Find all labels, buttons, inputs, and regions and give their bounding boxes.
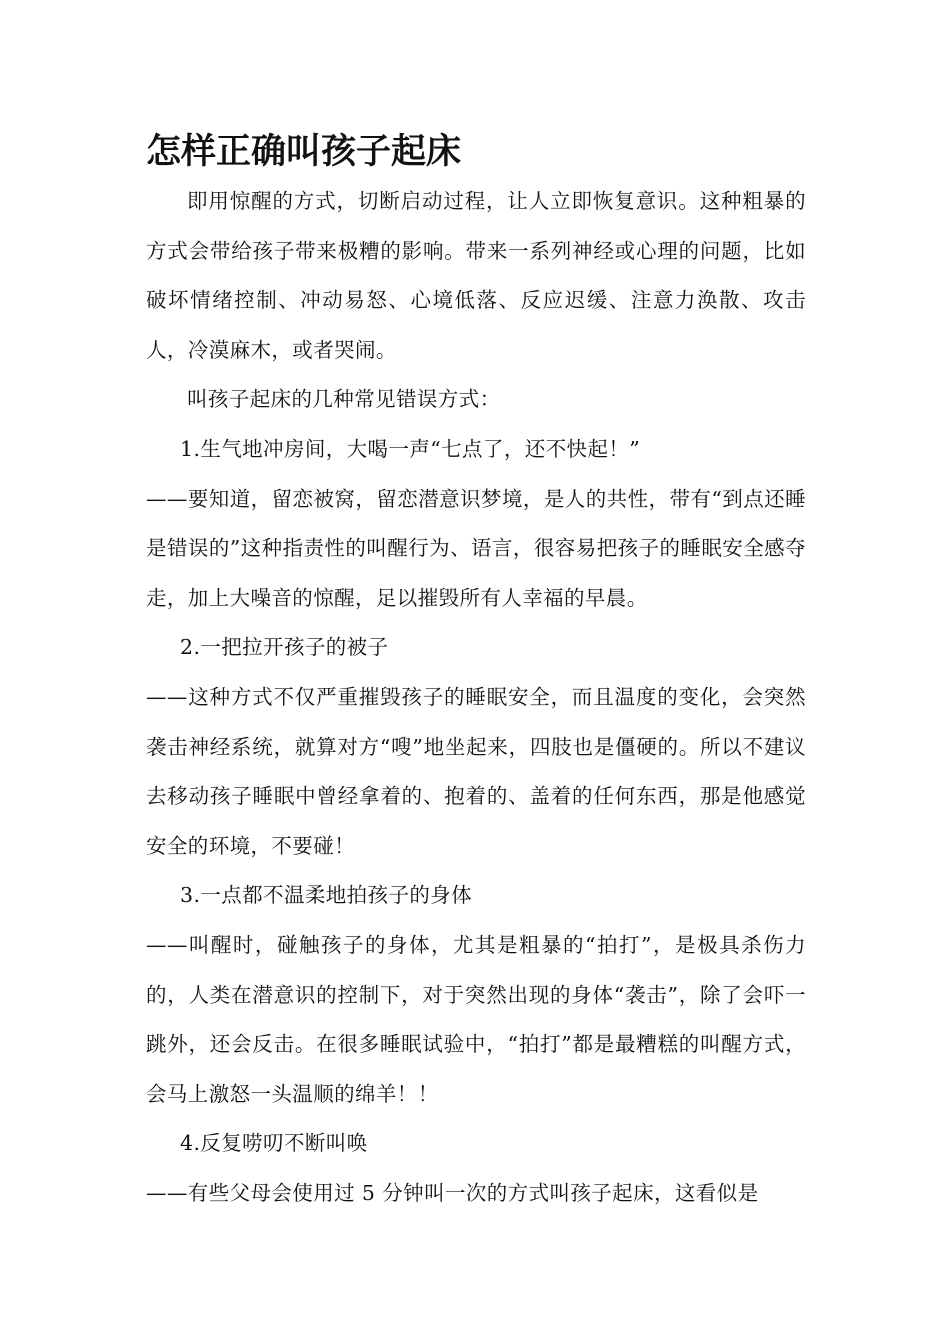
item-4-heading: 4.反复唠叨不断叫唤	[180, 1131, 368, 1156]
item-2-explanation: ——这种方式不仅严重摧毁孩子的睡眠安全，而且温度的变化，会突然袭击神经系统，就算对方“嗖”地坐起来，四肢也是僵硬的。所以不建议去移动孩子睡眠中曾经拿着的、抱着的、盖着的任何东西，那是他感觉安全的环境，不要碰！	[146, 684, 806, 858]
item-4-explanation: ——有些父母会使用过 5 分钟叫一次的方式叫孩子起床，这看似是	[146, 1180, 759, 1205]
item-3-heading: 3.一点都不温柔地拍孩子的身体	[180, 883, 473, 908]
item-3-explanation: ——叫醒时，碰触孩子的身体，尤其是粗暴的“拍打”，是极具杀伤力的，人类在潜意识的控制下，对于突然出现的身体“袭击”，除了会吓一跳外，还会反击。在很多睡眠试验中，“拍打”都是最糟糕的叫醒方式，会马上激怒一头温顺的绵羊！！	[146, 932, 806, 1106]
article-body	[146, 177, 806, 1218]
page-title: 怎样正确叫孩子起床	[146, 132, 462, 172]
item-1-explanation: ——要知道，留恋被窝，留恋潜意识梦境，是人的共性，带有“到点还睡是错误的”这种指责性的叫醒行为、语言，很容易把孩子的睡眠安全感夺走，加上大噪音的惊醒，足以摧毁所有人幸福的早晨。	[146, 486, 806, 610]
section-intro: 叫孩子起床的几种常见错误方式：	[187, 387, 501, 412]
item-2-heading: 2.一把拉开孩子的被子	[180, 635, 389, 660]
item-1-heading: 1.生气地冲房间，大喝一声“七点了，还不快起！”	[180, 436, 641, 461]
intro-paragraph: 即用惊醒的方式，切断启动过程，让人立即恢复意识。这种粗暴的方式会带给孩子带来极糟的影响。带来一系列神经或心理的问题，比如破坏情绪控制、冲动易怒、心境低落、反应迟缓、注意力涣散、攻击人，冷漠麻木，或者哭闹。	[146, 189, 806, 362]
